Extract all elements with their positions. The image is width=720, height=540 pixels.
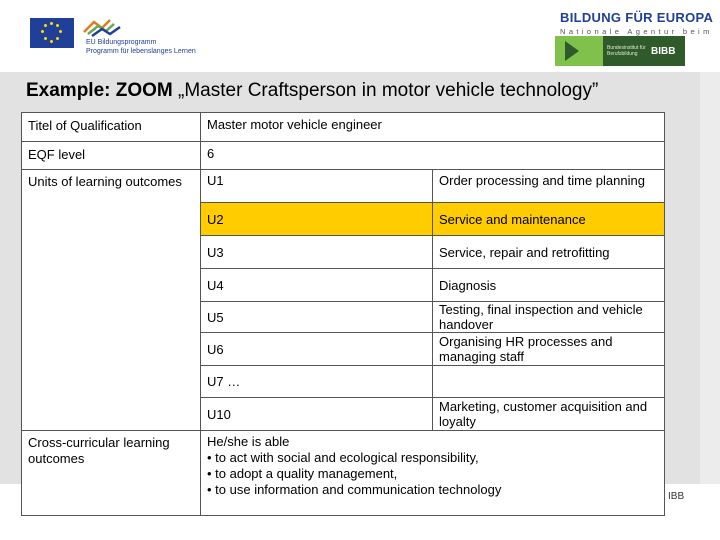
slide-title-rest: „Master Craftsperson in motor vehicle technology” [178, 80, 599, 101]
unit-title: Marketing, customer acquisition and loyalty [433, 398, 665, 431]
cross-item: • to use information and communication technology [207, 482, 502, 497]
cross-item: • to act with social and ecological responsibility, [207, 450, 479, 465]
slide-title [26, 80, 598, 102]
unit-code: U1 [201, 170, 433, 203]
unit-code: U3 [201, 236, 433, 269]
unit-code: U6 [201, 333, 433, 366]
cross-curricular-label: Cross-curricular learning outcomes [22, 431, 201, 516]
eu-flag-icon [30, 18, 74, 48]
lifelong-learning-logo [80, 16, 150, 38]
slide-title-prefix: Example: ZOOM [26, 80, 179, 101]
eqf-value: 6 [201, 142, 665, 170]
footer-label: IBB [668, 491, 685, 502]
unit-title: Service, repair and retrofitting [433, 236, 665, 269]
bibb-logo [555, 36, 685, 66]
unit-title: Service and maintenance [433, 203, 665, 236]
bibb-logo-text: BIBB [651, 46, 676, 57]
eqf-label: EQF level [22, 142, 201, 170]
cross-item: • to adopt a quality management, [207, 466, 398, 481]
unit-title: Organising HR processes and managing staff [433, 333, 665, 366]
unit-code: U5 [201, 302, 433, 333]
cross-intro: He/she is able [207, 434, 290, 449]
unit-title: Order processing and time planning [433, 170, 665, 203]
cross-curricular-outcomes [201, 431, 665, 516]
bmbf-text: Bundesinstitut für Berufsbildung [607, 45, 646, 57]
units-label: Units of learning outcomes [22, 170, 201, 431]
header [0, 0, 720, 72]
national-agency-subtitle: Nationale Agentur beim [560, 27, 713, 36]
right-strip [700, 72, 720, 484]
unit-code: U7 … [201, 366, 433, 398]
qualification-label: Titel of Qualification [22, 113, 201, 142]
unit-code: U4 [201, 269, 433, 302]
unit-code: U10 [201, 398, 433, 431]
qualification-table [21, 112, 665, 516]
unit-title: Testing, final inspection and vehicle handover [433, 302, 665, 333]
bildung-fuer-europa-title: BILDUNG FÜR EUROPA [560, 10, 714, 25]
unit-code: U2 [201, 203, 433, 236]
eu-program-text: EU Bildungsprogramm Programm für lebenslanges Lernen [86, 39, 196, 55]
qualification-value: Master motor vehicle engineer [201, 113, 665, 142]
unit-title [433, 366, 665, 398]
unit-row [22, 170, 665, 203]
unit-title: Diagnosis [433, 269, 665, 302]
